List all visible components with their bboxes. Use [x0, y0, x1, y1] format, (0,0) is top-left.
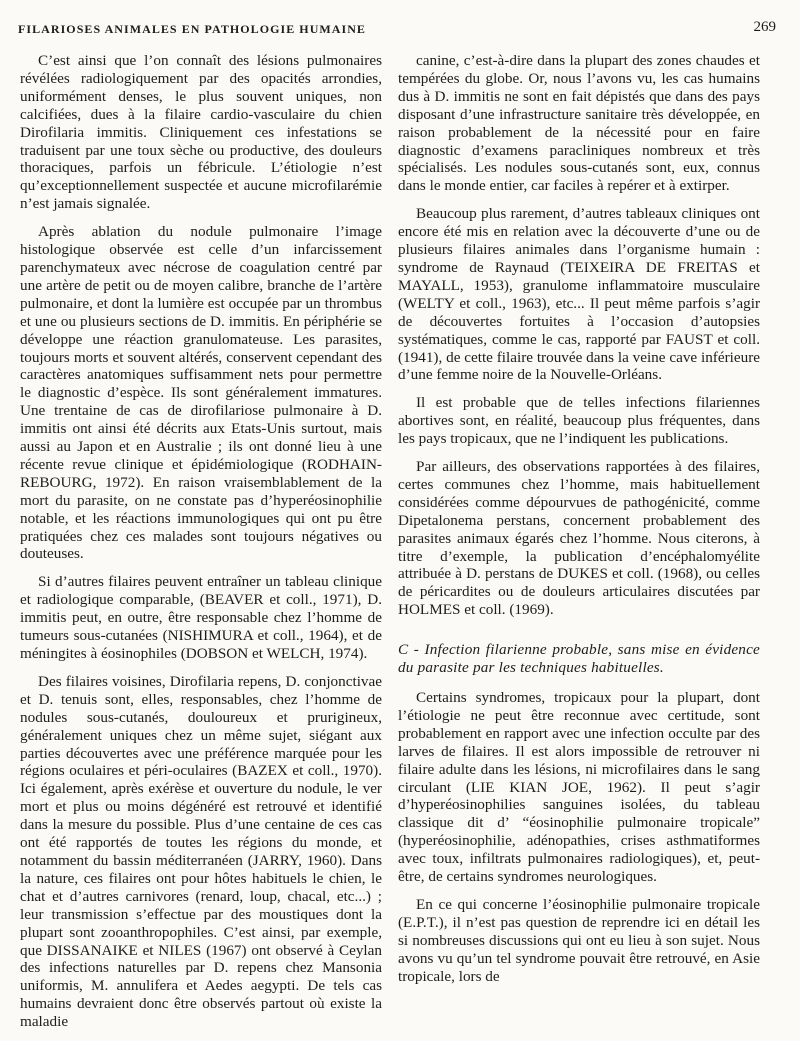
right-column: [398, 52, 760, 996]
paragraph-3: Si d’autres filaires peuvent entraîner un tableau clinique et radiologique comparable, (BEAVER et coll., 1971), D. immitis peut, en outre, être responsable chez l’homme de tumeurs sous-cutanées (NISHIMURA et coll., 1964), et de méningites à éosinophiles (DOBSON et WELCH, 1974).: [20, 573, 382, 662]
paragraph-5: canine, c’est-à-dire dans la plupart des zones chaudes et tempérées du globe. Or, nous l’avons vu, les cas humains dus à D. immitis ne sont en fait dépistés que dans des pays disposant d’une infrastructure sanitaire très développée, en raison probablement de la nécessité pour en faire diagnostic d’examens paracliniques nombreux et très spécialisés. Les nodules sous-cutanés sont, eux, connus dans le monde entier, car faciles à repérer et à extirper.: [398, 52, 760, 195]
paragraph-8: Par ailleurs, des observations rapportées à des filaires, certes communes chez l’homme, mais habituellement considérées comme dépourvues de pathogénicité, comme Dipetalonema perstans, concernent probablement des parasites animaux égarés chez l’homme. Nous citerons, à titre d’exemple, la publication d’encéphalomyélite attribuée à D. perstans de DUKES et coll. (1968), ou celles de péricardites ou de douleurs articulaires discutées par HOLMES et coll. (1969).: [398, 458, 760, 619]
paragraph-10: En ce qui concerne l’éosinophilie pulmonaire tropicale (E.P.T.), il n’est pas question de reprendre ici en détail les si nombreuses discussions qui ont eu lieu à son sujet. Nous avons vu qu’un tel syndrome pouvait être retrouvé, en Asie tropicale, lors de: [398, 895, 760, 985]
page-number: 269: [753, 19, 776, 35]
page-header: [18, 19, 776, 44]
paragraph-7: Il est probable que de telles infections filariennes abortives sont, en réalité, beaucoup plus fréquentes, dans les pays tropicaux, que ne l’indiquent les publications.: [398, 394, 760, 448]
section-heading: C - Infection filarienne probable, sans mise en évidence du parasite par les techniques habituelles.: [398, 641, 760, 677]
paragraph-1: C’est ainsi que l’on connaît des lésions pulmonaires révélées radiologiquement par des opacités arrondies, uniformément denses, le plus souvent uniques, non calcifiées, dues à la filaire cardio-vasculaire du chien Dirofilaria immitis. Cliniquement ces infestations se traduisent par une toux sèche ou productive, des douleurs thoraciques, parfois un fébricule. L’étiologie n’est qu’exceptionnellement suspectée et aucune microfilarémie n’est jamais signalée.: [20, 52, 382, 213]
running-title: FILARIOSES ANIMALES EN PATHOLOGIE HUMAINE: [18, 22, 366, 36]
paragraph-4: Des filaires voisines, Dirofilaria repens, D. conjonctivae et D. tenuis sont, elles, responsables, chez l’homme de nodules sous-cutanés, douloureux et prurigineux, généralement uniques chez un même sujet, siégant aux parties découvertes avec une préférence marquée pour les régions oculaires et péri-oculaires (BAZEX et coll., 1970). Ici également, après exérèse et ouverture du nodule, le ver mort et plus ou moins dégénéré est retrouvé et identifié dans la mesure du possible. Plus d’une centaine de ces cas ont été rapportés de toutes les régions du monde, et notamment du bassin méditerranéen (JARRY, 1960). Dans la nature, ces filaires ont pour hôtes habituels le chien, le chat et d’autres carnivores (renard, loup, chacal, etc...) ; leur transmission s’effectue par des moustiques dont la plupart sont zooanthropophiles. C’est ainsi, par exemple, que DISSANAIKE et NILES (1967) ont observé à Ceylan des infections naturelles par D. repens chez Mansonia uniformis, M. annulifera et Aedes aegypti. De tels cas humains devraient donc être observés partout où existe la maladie: [20, 672, 382, 1031]
paragraph-6: Beaucoup plus rarement, d’autres tableaux cliniques ont encore été mis en relation avec la découverte d’une ou de plusieurs filaires animales dans l’organisme humain : syndrome de Raynaud (TEIXEIRA DE FREITAS et MAYALL, 1953), granulome inflammatoire musculaire (WELTY et coll., 1963), etc... Il peut même parfois s’agir de découvertes fortuites à l’occasion d’autopsies systématiques, comme le cas, rapporté par FAUST et coll. (1941), de cette filaire trouvée dans la veine cave inférieure d’une femme noire de la Nouvelle-Orléans.: [398, 205, 760, 384]
paragraph-9: Certains syndromes, tropicaux pour la plupart, dont l’étiologie ne peut être reconnue avec certitude, sont probablement en rapport avec une infection occulte par des larves de filaires. Il est alors impossible de retrouver ni filaire adulte dans les lésions, ni microfilaires dans le sang circulant (LIE KIAN JOE, 1962). Il peut s’agir d’hyperéosinophilies sanguines isolées, du tableau classique dit d’ “éosinophilie pulmonaire tropicale” (hyperéosinophilie, adénopathies, crises asthmatiformes avec toux, infiltrats pulmonaires radiologiques), et, peut-être, de certains syndromes neurologiques.: [398, 689, 760, 886]
paragraph-2: Après ablation du nodule pulmonaire l’image histologique observée est celle d’un infarcissement parenchymateux avec nécrose de coagulation centré par une artère de petit ou de moyen calibre, branche de l’artère pulmonaire, et dont la lumière est occupée par un thrombus et une ou plusieurs sections de D. immitis. En périphérie se développe une réaction granulomateuse. Les parasites, toujours morts et souvent altérés, conservent cependant des caractères anatomiques suffisamment nets pour permettre le diagnostic d’espèce. Ils sont généralement immatures. Une trentaine de cas de dirofilariose pulmonaire à D. immitis ont ainsi été décrits aux Etats-Unis surtout, mais aussi au Japon et en Australie ; ils ont donné lieu à une récente revue clinique et épidémiologique (RODHAIN-REBOURG, 1972). En raison vraisemblablement de la mort du parasite, on ne constate pas d’hyperéosinophilie notable, et les réactions immunologiques qui ont pu être pratiquées chez ces malades sont toujours négatives ou douteuses.: [20, 223, 382, 563]
left-column: [20, 52, 382, 1041]
